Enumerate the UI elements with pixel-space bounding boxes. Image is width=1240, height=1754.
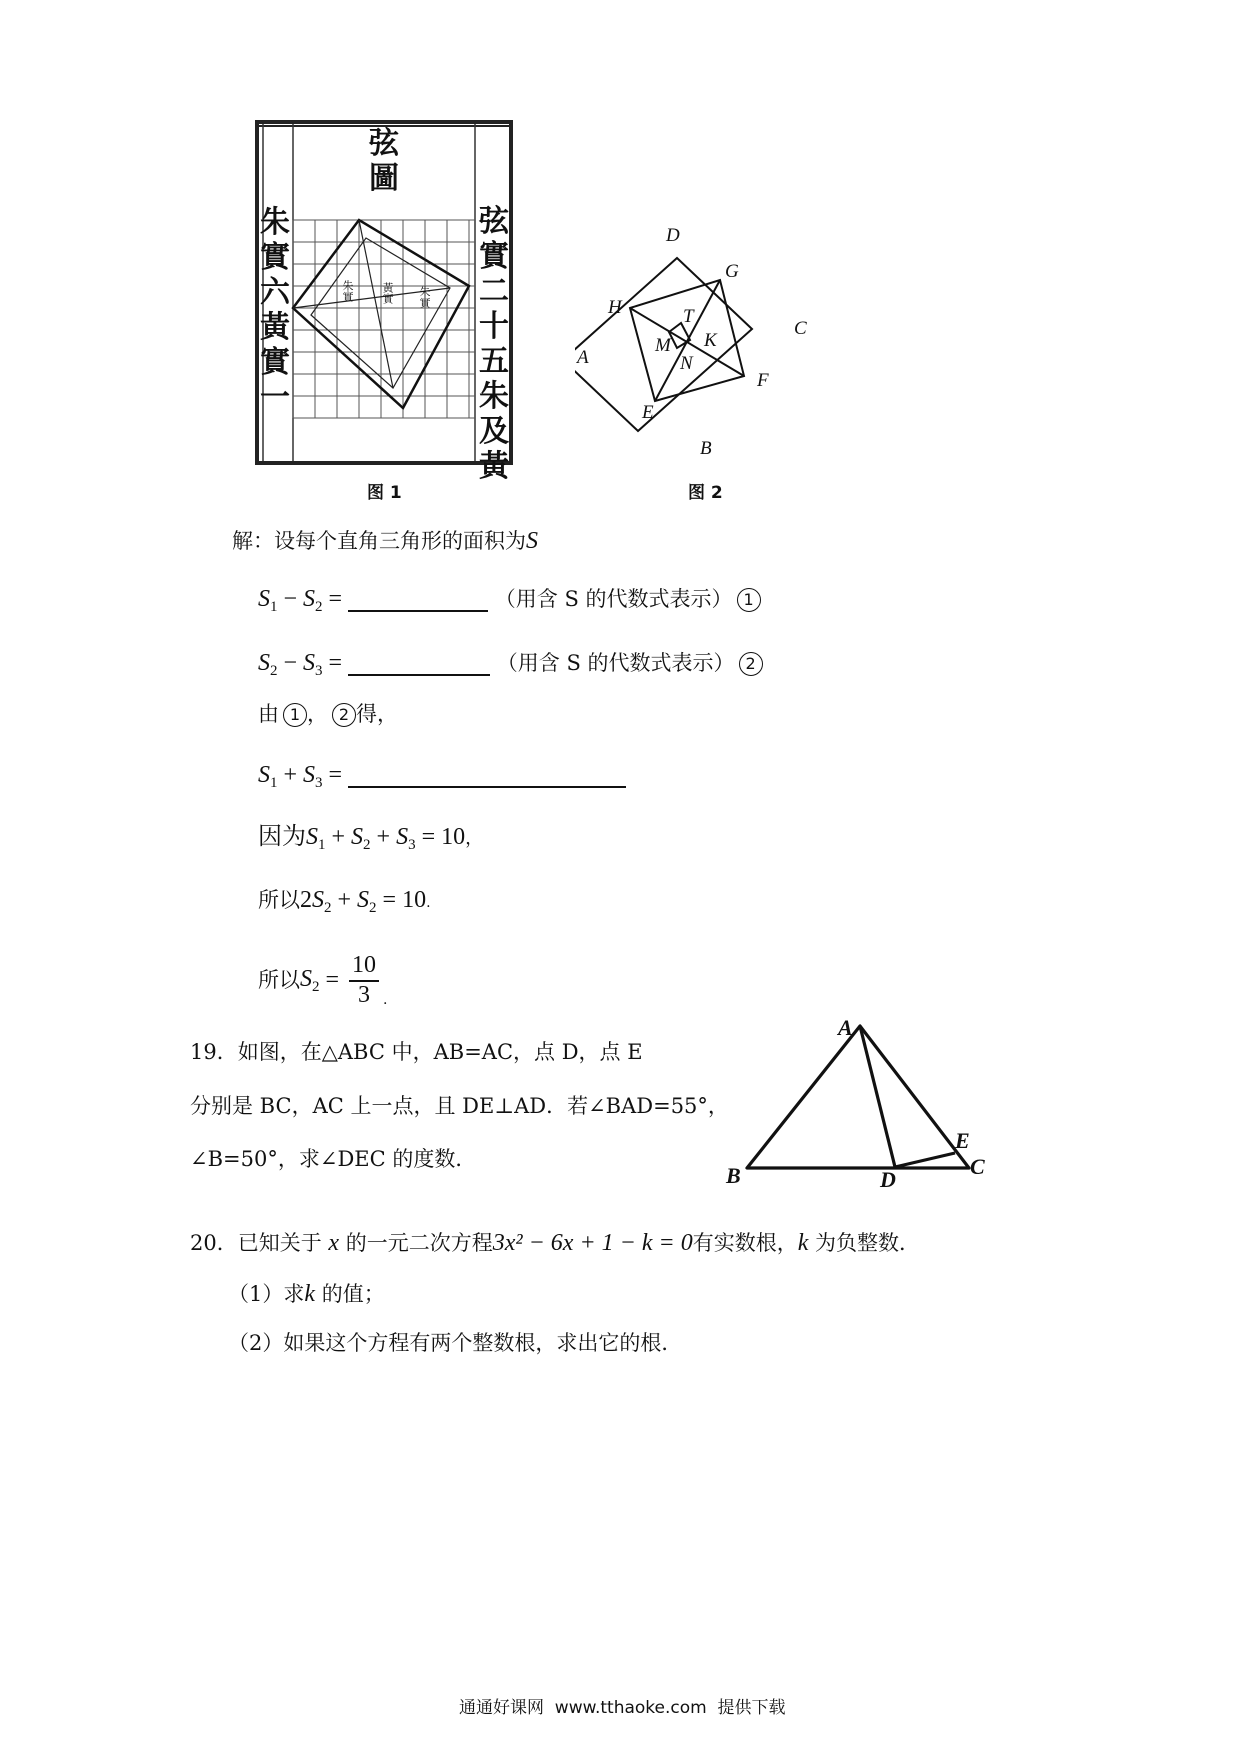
solution-because-line: 因为$S_1 + S_2 + S_3 = 10$，: [258, 822, 484, 853]
variable-k: k: [797, 1230, 809, 1256]
figure-2-label-T: T: [683, 306, 694, 327]
figure-1-right-char: 實: [479, 239, 509, 274]
figure-1-right-char: 弦: [479, 204, 509, 239]
figure-1-left-column: [257, 205, 293, 415]
q20-text: 已知关于: [237, 1231, 322, 1255]
figure-2-label-E: E: [642, 402, 654, 423]
solution-line-2-hint: （用含 S 的代数式表示）: [496, 651, 735, 675]
figure-1-inner-label: 朱實: [341, 280, 354, 302]
solution-from-line: [258, 702, 398, 727]
triangle-abc: [747, 1026, 969, 1168]
figure-1-caption: 图 1: [367, 483, 402, 503]
because-text: 因为: [258, 822, 306, 850]
figure-2-caption: 图 2: [688, 483, 723, 503]
answer-blank-2[interactable]: [348, 648, 490, 676]
figure-2-label-A: A: [577, 347, 589, 368]
figure-2-label-D: D: [666, 225, 680, 246]
figure-1-right-char: 黃: [479, 449, 509, 484]
period: .: [426, 895, 431, 911]
q19-label-D: D: [880, 1167, 896, 1192]
figure-2-label-B: B: [700, 438, 712, 459]
figure-2-label-G: G: [725, 261, 739, 282]
circled-one-icon: 1: [737, 588, 761, 612]
q19-text-1: 如图，在△ABC 中，AB=AC，点 D，点 E: [237, 1040, 643, 1064]
figure-2-label-M: M: [655, 335, 671, 356]
because-rhs: 10: [441, 824, 466, 850]
figure-1-right-char: 朱: [479, 379, 509, 414]
figure-1-inner-label: 朱實: [418, 286, 431, 308]
circled-two-icon: 2: [739, 652, 763, 676]
q19-label-A: A: [838, 1015, 853, 1040]
q19-number: 19．: [190, 1040, 238, 1064]
q20-part-1: [228, 1280, 385, 1309]
from-text: 由: [258, 702, 279, 726]
solution-intro-var: S: [526, 528, 538, 554]
q19-label-E: E: [955, 1128, 970, 1153]
from-text-end: 得，: [356, 702, 398, 726]
figure-1-right-char: 二: [479, 274, 509, 309]
fraction-denominator: 3: [358, 981, 371, 1008]
figure-1-left-char: 黃: [260, 310, 290, 345]
q20-equation: 3x² − 6x + 1 − k = 0: [492, 1230, 693, 1256]
q20-stem: [190, 1229, 920, 1258]
q19-label-C: C: [970, 1154, 985, 1179]
figure-1-left-char: 一: [260, 380, 290, 415]
figure-2-label-C: C: [794, 318, 807, 339]
figure-1-title-char: 弦: [369, 126, 399, 161]
variable-k: k: [304, 1281, 316, 1307]
figure-2-label-F: F: [757, 370, 769, 391]
page-footer: 通通好课网 www.tthaoke.com 提供下载: [459, 1698, 786, 1718]
segment-de: [895, 1153, 955, 1167]
figure-1-right-column: [476, 204, 512, 484]
solution-line-1: $S_1 - S_2$ = （用含 S 的代数式表示） 1: [258, 584, 761, 616]
q19-triangle-figure: [735, 1020, 985, 1190]
figure-1-right-char: 及: [479, 414, 509, 449]
so-coef: 2: [300, 887, 312, 913]
figure-2-label-H: H: [608, 297, 622, 318]
circled-one-icon: 1: [283, 703, 307, 727]
q19-line-2: 分别是 BC，AC 上一点，且 DE⊥AD．若∠BAD=55°，: [190, 1094, 729, 1118]
solution-line-2: $S_2 - S_3$ = （用含 S 的代数式表示） 2: [258, 648, 763, 680]
figure-1-title-char: 圖: [369, 161, 399, 196]
q20-text: 的一元二次方程: [345, 1231, 493, 1255]
q20-part-1-end: 的值；: [321, 1282, 385, 1306]
fraction-numerator: 10: [349, 952, 379, 982]
fraction: [349, 952, 379, 1009]
figure-1-left-char: 實: [260, 345, 290, 380]
figure-1-right-char: 五: [479, 344, 509, 379]
q19-line-1: [190, 1040, 643, 1065]
q20-part-2: （2）如果这个方程有两个整数根，求出它的根．: [228, 1331, 683, 1355]
solution-intro: [232, 527, 538, 556]
solution-line-1-hint: （用含 S 的代数式表示）: [494, 587, 733, 611]
solution-line-3: $S_1 + S_3$ =: [258, 760, 626, 792]
so-text: 所以: [258, 888, 300, 912]
figure-1: [255, 120, 513, 484]
figure-1-left-char: 六: [260, 275, 290, 310]
figure-1-left-char: 朱: [260, 205, 290, 240]
figure-1-inner-label: 黃實: [381, 282, 394, 304]
variable-x: x: [328, 1230, 340, 1256]
figure-1-left-char: 實: [260, 240, 290, 275]
q19-line-3: ∠B=50°，求∠DEC 的度数．: [190, 1147, 477, 1171]
q20-text: 有实数根，: [692, 1231, 798, 1255]
circled-two-icon: 2: [332, 703, 356, 727]
answer-blank-1[interactable]: [348, 584, 488, 612]
period: .: [383, 992, 388, 1009]
so-rhs: 10: [402, 887, 427, 913]
figure-1-title: [366, 126, 402, 196]
figure-2-label-N: N: [680, 353, 693, 374]
solution-so-line-2: 所以$S_2$ = $\frac{10}{3}$ $_.$: [258, 952, 388, 1009]
solution-intro-text: 解：设每个直角三角形的面积为: [232, 529, 526, 553]
answer-blank-3[interactable]: [348, 760, 626, 788]
q19-label-B: B: [726, 1163, 741, 1188]
solution-so-line-1: 所以$2S_2 + S_2 = 10$.: [258, 887, 431, 916]
because-tail: ，: [465, 828, 484, 849]
q20-number: 20．: [190, 1231, 238, 1255]
comma-text: ，: [307, 702, 328, 726]
q20-text: 为负整数．: [815, 1231, 921, 1255]
so-text: 所以: [258, 968, 300, 992]
q20-part-1-text: （1）求: [228, 1282, 305, 1306]
figure-1-right-char: 十: [479, 309, 509, 344]
figure-2-label-K: K: [704, 330, 717, 351]
